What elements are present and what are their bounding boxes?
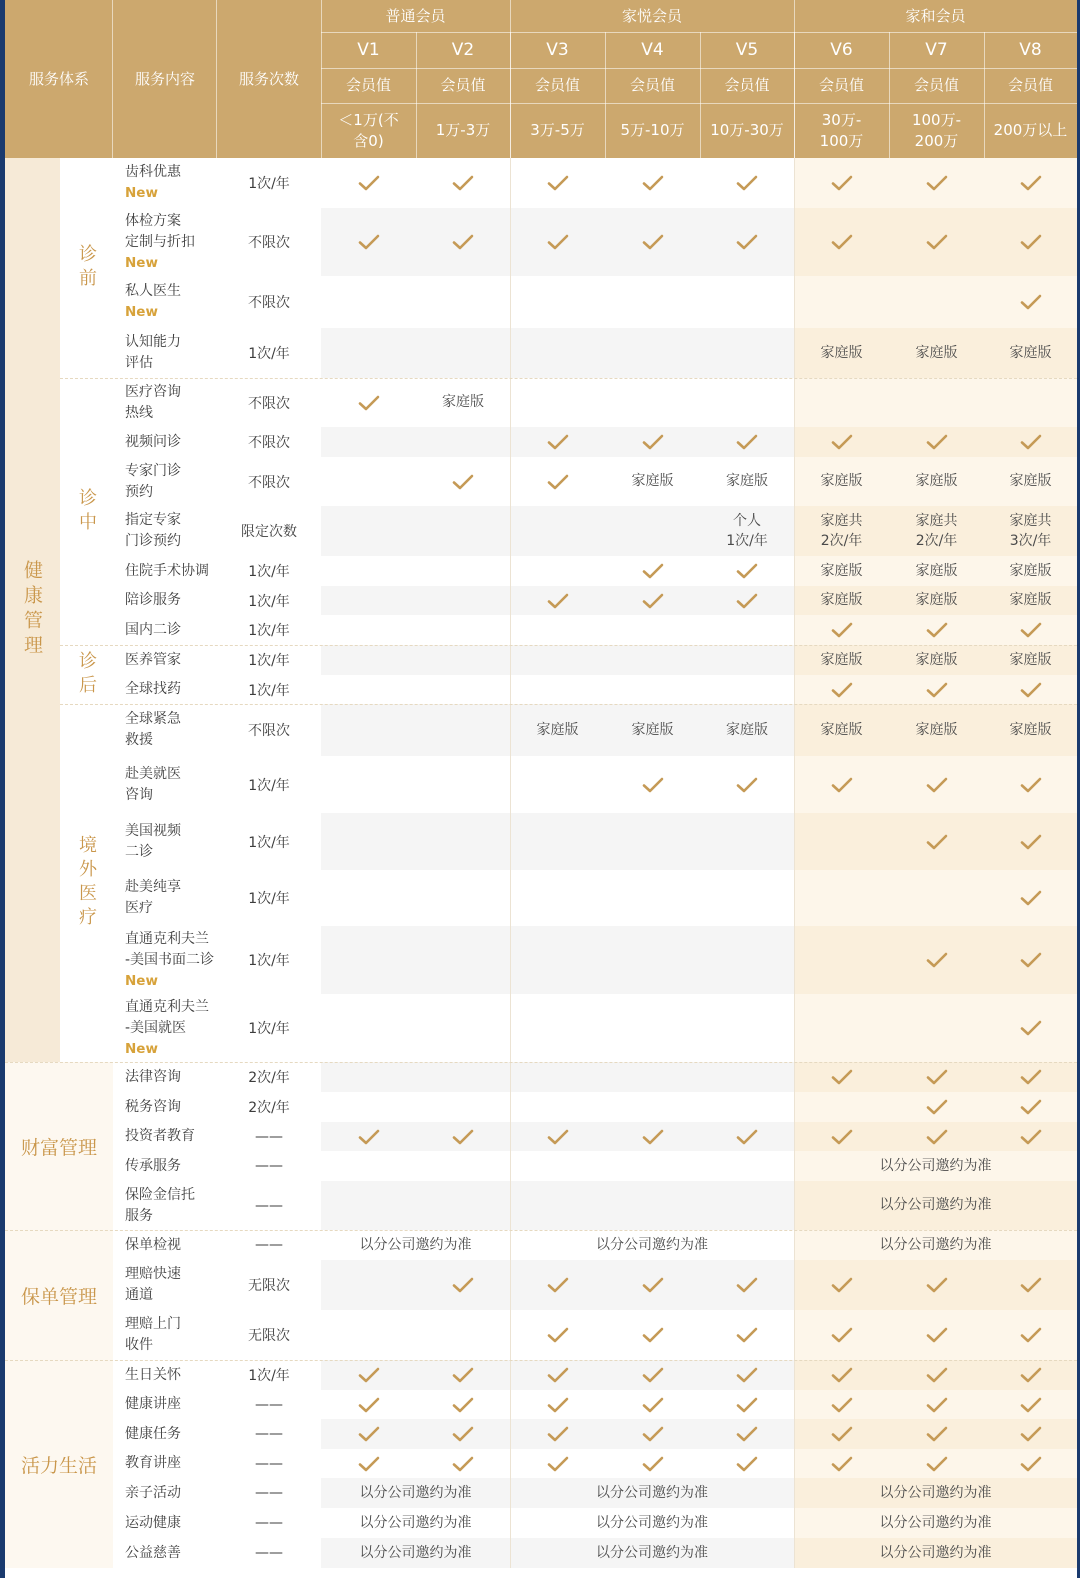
service-times: 1次/年 [248,653,290,669]
header-value-label: 会员值 [629,76,675,95]
check-icon [831,434,853,450]
check-icon [452,1367,474,1383]
service-label: 私人医生 [125,283,181,300]
service-label: 生日关怀 [125,1366,181,1383]
header-level: V3 [546,39,569,60]
check-icon [452,474,474,490]
header-level: V1 [357,39,380,60]
check-icon [926,1099,948,1115]
service-label: 保单检视 [125,1236,181,1253]
check-icon [831,1397,853,1413]
check-icon [736,1397,758,1413]
service-label: 法律咨询 [125,1068,181,1085]
service-name [125,276,217,328]
service-label: 指定专家 门诊预约 [125,512,181,549]
service-label: 医疗咨询 热线 [125,383,181,421]
service-times: 1次/年 [248,682,290,699]
service-label: 运动健康 [125,1514,181,1531]
service-name [125,427,217,457]
span-note: 以分公司邀约为准 [879,1157,992,1174]
header-value-label: 会员值 [534,76,580,95]
category-label: 活力生活 [20,1454,97,1477]
service-label: 医养管家 [125,651,181,668]
check-icon [452,1456,474,1472]
check-icon [831,1367,853,1383]
check-icon [1020,1277,1042,1293]
check-icon [736,1129,758,1145]
service-times: —— [255,1426,283,1442]
check-icon [1020,294,1042,310]
service-name [125,1151,217,1181]
service-times: —— [255,1545,283,1561]
service-label: 传承服务 [125,1157,181,1174]
check-icon [547,434,569,450]
service-name [125,1478,217,1508]
header-range: ＜1万(不 含0) [338,111,399,150]
check-icon [926,1367,948,1383]
service-label: 亲子活动 [125,1484,181,1501]
check-icon [926,952,948,968]
service-name [125,675,217,704]
check-icon [547,593,569,609]
cell-value: 家庭版 [915,721,958,738]
check-icon [642,434,664,450]
service-name [125,1449,217,1478]
check-icon [831,682,853,698]
header-range: 200万以上 [993,121,1068,140]
header-times: 服务次数 [238,69,299,88]
membership-table [5,0,1077,1578]
check-icon [1020,890,1042,906]
check-icon [1020,952,1042,968]
service-times: 不限次 [248,235,290,251]
service-label: 理赔快速 通道 [125,1266,181,1303]
subcategory-label: 诊前 [76,244,97,292]
header-level: V4 [641,39,664,60]
service-label: 国内二诊 [125,621,181,638]
category-label: 财富管理 [20,1136,97,1159]
service-name [125,926,217,994]
cell-value: 个人 1次/年 [726,512,768,549]
check-icon [831,622,853,638]
cell-value: 家庭共 2次/年 [915,512,958,549]
check-icon [831,777,853,793]
service-name [125,1360,217,1390]
service-label: 齿科优惠 [125,164,181,181]
header-range: 100万- 200万 [911,111,962,150]
service-label: 直通克利夫兰 -美国就医 [125,998,209,1036]
check-icon [1020,1129,1042,1145]
check-icon [736,234,758,250]
service-name [125,1181,217,1230]
service-name [125,1310,217,1360]
service-label: 美国视频 二诊 [125,822,181,860]
service-times: 2次/年 [248,1100,290,1116]
service-times: 不限次 [248,723,290,739]
cell-value: 家庭版 [1009,592,1052,609]
service-name [125,506,217,556]
service-times: 不限次 [248,474,290,491]
service-name [125,1390,217,1419]
check-icon [926,622,948,638]
service-times: 1次/年 [248,834,290,851]
service-label: 教育讲座 [125,1455,181,1471]
check-icon [1020,834,1042,850]
service-label: 保险金信托 服务 [125,1186,195,1224]
check-icon [831,1426,853,1442]
service-label: 赴美就医 咨询 [125,765,181,803]
check-icon [547,1456,569,1472]
cell-value: 家庭版 [1009,562,1052,579]
check-icon [452,234,474,250]
cell-value: 家庭版 [631,473,674,490]
service-times: —— [255,1128,283,1145]
header-value-label: 会员值 [913,76,959,95]
check-icon [642,175,664,191]
check-icon [642,1367,664,1383]
service-name [125,457,217,506]
check-icon [831,1129,853,1145]
cell-value: 家庭版 [820,562,863,579]
check-icon [642,1277,664,1293]
header-range: 10万-30万 [710,121,784,140]
check-icon [1020,1397,1042,1413]
service-name [125,1062,217,1092]
check-icon [642,1327,664,1343]
service-label: 税务咨询 [125,1098,181,1115]
cell-value: 家庭版 [820,721,863,738]
check-icon [926,1069,948,1085]
service-name [125,158,217,208]
header-content: 服务内容 [134,69,195,88]
service-label: 理赔上门 收件 [125,1316,181,1353]
check-icon [1020,682,1042,698]
check-icon [358,1397,380,1413]
check-icon [358,1129,380,1145]
header-system: 服务体系 [28,69,89,88]
service-times: 限定次数 [241,524,297,540]
check-icon [452,1277,474,1293]
service-label: 陪诊服务 [125,592,181,608]
new-badge: New [125,185,158,202]
check-icon [642,593,664,609]
check-icon [452,1426,474,1442]
check-icon [736,1426,758,1442]
header-level: V6 [830,39,853,60]
category-label: 健康管理 [21,560,43,660]
cell-value: 家庭版 [820,473,863,490]
cell-value: 家庭版 [1009,721,1052,738]
service-times: 1次/年 [248,346,290,362]
header-level: V2 [451,39,475,60]
cell-value: 家庭版 [915,344,958,361]
header-value-label: 会员值 [724,76,770,95]
header-value-label: 会员值 [1007,76,1053,95]
cell-value: 家庭版 [820,651,863,668]
check-icon [452,175,474,191]
check-icon [547,1129,569,1145]
check-icon [642,1129,664,1145]
service-label: 认知能力 评估 [125,334,181,371]
check-icon [926,834,948,850]
check-icon [926,1456,948,1472]
check-icon [547,1277,569,1293]
service-times: 不限次 [248,395,290,412]
service-times: —— [255,1455,283,1472]
service-times: 1次/年 [248,891,290,907]
header-level: V7 [925,39,948,60]
service-name [125,615,217,645]
service-name [125,328,217,378]
service-name [125,1419,217,1449]
check-icon [736,434,758,450]
header-range: 1万-3万 [435,121,491,140]
span-note: 以分公司邀约为准 [596,1484,708,1501]
service-name [125,870,217,926]
check-icon [358,175,380,191]
service-times: 1次/年 [248,953,290,969]
check-icon [1020,1367,1042,1383]
check-icon [358,395,380,411]
check-icon [926,1277,948,1293]
header-value-label: 会员值 [440,76,486,95]
header-range: 30万- 100万 [819,111,864,150]
header-group: 家和会员 [905,6,966,25]
check-icon [642,1456,664,1472]
check-icon [452,1129,474,1145]
check-icon [926,1129,948,1145]
cell-value: 家庭版 [915,473,958,490]
check-icon [358,1456,380,1472]
header-group: 家悦会员 [621,6,682,25]
check-icon [547,474,569,490]
check-icon [1020,175,1042,191]
service-label: 专家门诊 预约 [125,462,181,500]
check-icon [926,1397,948,1413]
service-name [125,1122,217,1151]
service-times: 1次/年 [248,1368,290,1384]
check-icon [736,563,758,579]
cell-value: 家庭版 [820,344,863,361]
cell-value: 家庭版 [915,592,958,609]
check-icon [642,563,664,579]
check-icon [1020,434,1042,450]
check-icon [831,1069,853,1085]
span-note: 以分公司邀约为准 [596,1236,708,1253]
check-icon [1020,234,1042,250]
service-name [125,994,217,1062]
check-icon [1020,777,1042,793]
header-level: V5 [735,39,759,60]
cell-value: 家庭版 [915,651,958,668]
new-badge: New [125,972,158,989]
span-note: 以分公司邀约为准 [359,1484,472,1501]
service-name [125,1508,217,1538]
check-icon [1020,1456,1042,1472]
subcategory-label: 诊中 [76,487,97,536]
header-value-label: 会员值 [345,76,391,95]
check-icon [926,434,948,450]
service-name [125,556,217,586]
cell-value: 家庭版 [726,473,768,490]
service-times: —— [255,1515,283,1531]
check-icon [642,1426,664,1442]
check-icon [642,234,664,250]
check-icon [642,777,664,793]
span-note: 以分公司邀约为准 [879,1484,992,1501]
cell-value: 家庭版 [1009,473,1052,490]
service-times: 2次/年 [248,1070,290,1086]
service-times: 1次/年 [248,1021,290,1037]
cell-value: 家庭版 [631,721,674,738]
service-name [125,1538,217,1568]
cell-value: 家庭版 [820,592,863,609]
cell-value: 家庭版 [915,562,958,579]
service-times: 1次/年 [248,623,290,639]
service-times: 1次/年 [248,176,290,192]
check-icon [547,234,569,250]
check-icon [926,777,948,793]
service-times: —— [255,1237,283,1253]
service-times: —— [255,1158,283,1174]
span-note: 以分公司邀约为准 [879,1544,992,1561]
check-icon [547,1426,569,1442]
subcategory-label: 境外医疗 [76,835,97,931]
new-badge: New [125,304,158,321]
service-label: 视频问诊 [125,433,181,450]
service-label: 健康讲座 [125,1396,181,1412]
check-icon [547,175,569,191]
table-header [5,0,1077,158]
service-name [125,756,217,813]
subcategory-label: 诊后 [76,650,97,699]
span-note: 以分公司邀约为准 [879,1236,992,1253]
new-badge: New [125,1040,158,1057]
header-value-label: 会员值 [818,76,864,95]
check-icon [831,1327,853,1343]
check-icon [1020,1327,1042,1343]
service-label: 公益慈善 [125,1544,181,1561]
check-icon [358,234,380,250]
check-icon [736,593,758,609]
span-note: 以分公司邀约为准 [596,1544,708,1561]
service-name [125,208,217,276]
span-note: 以分公司邀约为准 [596,1514,708,1531]
service-times: 无限次 [248,1278,290,1294]
header-level: V8 [1019,39,1042,60]
check-icon [1020,1426,1042,1442]
service-name [125,813,217,870]
cell-value: 家庭版 [726,721,768,738]
service-label: 投资者教育 [125,1128,195,1144]
check-icon [736,1456,758,1472]
header-range: 3万-5万 [530,121,585,140]
service-label: 直通克利夫兰 -美国书面二诊 [125,930,215,968]
check-icon [642,1397,664,1413]
service-label: 全球找药 [125,681,181,697]
service-name [125,1092,217,1122]
service-label: 住院手术协调 [125,562,209,579]
cell-value: 家庭版 [442,394,484,411]
check-icon [736,1327,758,1343]
check-icon [831,175,853,191]
service-label: 赴美纯享 医疗 [125,879,181,916]
check-icon [736,1367,758,1383]
check-icon [926,175,948,191]
check-icon [547,1327,569,1343]
service-times: —— [255,1485,283,1501]
check-icon [736,175,758,191]
cell-value: 家庭共 3次/年 [1009,512,1052,549]
service-times: 不限次 [248,295,290,311]
service-times: 1次/年 [248,564,290,580]
check-icon [1020,1020,1042,1036]
check-icon [358,1426,380,1442]
service-label: 体检方案 定制与折扣 [125,212,195,250]
check-icon [926,682,948,698]
check-icon [831,234,853,250]
cell-value: 家庭版 [536,721,579,738]
check-icon [547,1397,569,1413]
service-name [125,378,217,427]
cell-value: 家庭版 [1009,344,1052,361]
check-icon [452,1397,474,1413]
service-label: 全球紧急 救援 [125,711,181,748]
check-icon [736,777,758,793]
service-label: 健康任务 [125,1425,181,1442]
service-times: 1次/年 [248,593,290,610]
span-note: 以分公司邀约为准 [359,1544,472,1561]
check-icon [358,1367,380,1383]
cell-value: 家庭版 [1009,651,1052,668]
span-note: 以分公司邀约为准 [879,1514,992,1531]
service-times: —— [255,1197,283,1214]
service-times: —— [255,1396,283,1413]
service-times: 不限次 [248,435,290,451]
check-icon [831,1277,853,1293]
check-icon [926,1327,948,1343]
service-name [125,1260,217,1310]
service-times: 无限次 [248,1328,290,1344]
check-icon [926,1426,948,1442]
service-name [125,1230,217,1260]
cell-value: 家庭共 2次/年 [820,512,863,549]
check-icon [926,234,948,250]
service-name [125,645,217,675]
span-note: 以分公司邀约为准 [359,1514,472,1531]
check-icon [736,1277,758,1293]
new-badge: New [125,254,158,271]
header-group: 普通会员 [385,6,446,25]
span-note: 以分公司邀约为准 [879,1197,992,1214]
check-icon [547,1367,569,1383]
service-name [125,586,217,615]
span-note: 以分公司邀约为准 [359,1236,472,1253]
service-times: 1次/年 [248,777,290,794]
check-icon [1020,1099,1042,1115]
service-name [125,704,217,756]
header-range: 5万-10万 [620,121,685,140]
check-icon [1020,1069,1042,1085]
check-icon [1020,622,1042,638]
category-label: 保单管理 [20,1285,97,1308]
check-icon [831,1456,853,1472]
